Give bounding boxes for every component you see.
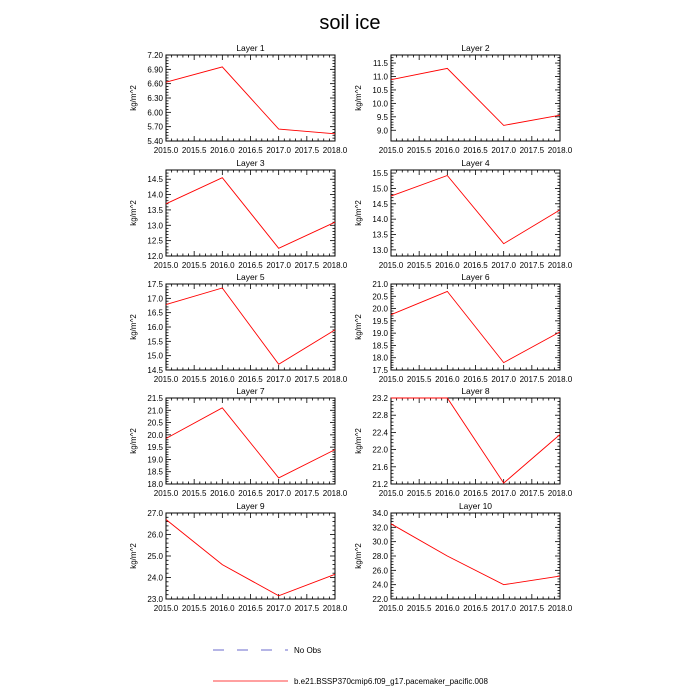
- x-tick-label: 2015.0: [153, 375, 179, 384]
- x-tick-label: 2017.5: [519, 375, 545, 384]
- x-tick-label: 2017.5: [519, 604, 545, 613]
- panel: [354, 272, 573, 384]
- x-tick-label: 2015.0: [153, 146, 179, 155]
- x-tick-label: 2017.0: [266, 489, 291, 498]
- y-tick-label: 14.5: [372, 199, 388, 209]
- x-tick-label: 2015.5: [181, 604, 207, 613]
- y-tick-label: 9.5: [376, 112, 388, 122]
- y-tick-label: 26.0: [147, 530, 163, 540]
- x-tick-label: 2015.0: [378, 146, 404, 155]
- panel-title: Layer 7: [236, 386, 265, 396]
- y-tick-label: 21.5: [147, 394, 163, 403]
- series-line: [391, 398, 560, 483]
- y-tick-label: 11.0: [373, 72, 388, 82]
- y-tick-label: 18.5: [147, 467, 163, 477]
- y-tick-label: 19.5: [372, 316, 388, 326]
- y-tick-label: 11.5: [373, 59, 388, 69]
- x-tick-label: 2015.0: [378, 261, 404, 270]
- y-tick-label: 22.8: [372, 411, 388, 421]
- y-tick-label: 16.0: [147, 323, 163, 332]
- figure-title: soil ice: [319, 12, 381, 34]
- y-tick-label: 14.5: [147, 175, 163, 185]
- x-tick-label: 2017.0: [491, 489, 516, 498]
- x-tick-label: 2017.5: [519, 261, 545, 270]
- y-tick-label: 5.70: [147, 122, 163, 132]
- y-tick-label: 6.30: [147, 94, 163, 103]
- x-tick-label: 2015.5: [406, 489, 432, 498]
- panel-title: Layer 4: [461, 158, 490, 168]
- x-tick-label: 2017.5: [294, 489, 320, 498]
- x-tick-label: 2017.0: [266, 604, 291, 613]
- y-tick-label: 5.40: [147, 137, 163, 146]
- x-tick-label: 2017.5: [294, 261, 320, 270]
- series-line: [391, 524, 560, 585]
- y-tick-label: 16.5: [147, 308, 163, 318]
- y-tick-label: 12.5: [147, 236, 163, 246]
- x-tick-label: 2016.5: [238, 146, 263, 155]
- x-tick-label: 2016.0: [210, 146, 235, 155]
- series-line: [166, 67, 335, 134]
- x-tick-label: 2018.0: [547, 146, 573, 155]
- y-tick-label: 24.0: [372, 580, 388, 590]
- panel-title: Layer 9: [236, 501, 265, 511]
- y-tick-label: 27.0: [147, 509, 163, 518]
- x-tick-label: 2016.0: [210, 261, 235, 270]
- x-tick-label: 2015.5: [181, 375, 207, 384]
- x-tick-label: 2017.0: [491, 261, 516, 270]
- y-tick-label: 19.0: [372, 329, 388, 339]
- x-tick-label: 2015.5: [406, 375, 432, 384]
- y-tick-label: 14.5: [147, 366, 163, 375]
- x-tick-label: 2015.5: [406, 604, 432, 613]
- y-axis-label: kg/m^2: [354, 543, 363, 569]
- x-tick-label: 2018.0: [322, 146, 348, 155]
- panel-title: Layer 8: [461, 386, 490, 396]
- y-axis-label: kg/m^2: [129, 543, 138, 569]
- y-tick-label: 14.0: [372, 215, 388, 225]
- x-tick-label: 2015.0: [378, 604, 404, 613]
- y-tick-label: 34.0: [372, 509, 388, 518]
- y-tick-label: 6.60: [147, 79, 163, 89]
- y-tick-label: 12.0: [147, 252, 163, 261]
- x-tick-label: 2017.0: [491, 146, 516, 155]
- panel: [354, 501, 573, 613]
- x-tick-label: 2015.0: [153, 489, 179, 498]
- y-tick-label: 23.2: [372, 394, 388, 403]
- y-tick-label: 18.0: [147, 480, 163, 489]
- x-tick-label: 2016.5: [463, 375, 488, 384]
- y-tick-label: 18.0: [372, 353, 388, 363]
- x-tick-label: 2016.5: [463, 261, 488, 270]
- panel-title: Layer 1: [236, 43, 265, 53]
- y-tick-label: 6.00: [147, 108, 163, 118]
- y-tick-label: 17.5: [372, 366, 388, 375]
- x-tick-label: 2015.5: [406, 261, 432, 270]
- x-tick-label: 2015.0: [153, 261, 179, 270]
- series-line: [166, 520, 335, 596]
- y-tick-label: 13.0: [147, 221, 163, 231]
- y-tick-label: 21.0: [147, 406, 163, 416]
- series-line: [391, 291, 560, 362]
- x-tick-label: 2018.0: [547, 375, 573, 384]
- y-tick-label: 30.0: [372, 537, 388, 547]
- x-tick-label: 2015.5: [181, 146, 207, 155]
- x-tick-label: 2017.5: [519, 489, 545, 498]
- y-tick-label: 13.5: [147, 205, 163, 215]
- x-tick-label: 2015.0: [153, 604, 179, 613]
- x-tick-label: 2017.0: [491, 604, 516, 613]
- y-tick-label: 18.5: [372, 341, 388, 351]
- x-tick-label: 2018.0: [547, 261, 573, 270]
- x-tick-label: 2018.0: [322, 261, 348, 270]
- y-tick-label: 28.0: [372, 552, 388, 561]
- y-tick-label: 19.5: [147, 443, 163, 453]
- x-tick-label: 2015.5: [181, 489, 207, 498]
- y-axis-label: kg/m^2: [354, 428, 363, 454]
- y-tick-label: 6.90: [147, 65, 163, 75]
- y-tick-label: 19.0: [147, 455, 163, 465]
- y-axis-label: kg/m^2: [129, 428, 138, 454]
- panel-title: Layer 10: [458, 501, 493, 511]
- y-tick-label: 9.0: [376, 126, 388, 136]
- y-tick-label: 14.0: [147, 190, 163, 200]
- panel-frame: [391, 55, 560, 141]
- series-line: [391, 68, 560, 125]
- x-tick-label: 2016.0: [435, 261, 460, 270]
- x-tick-label: 2016.5: [238, 489, 263, 498]
- panel: [354, 43, 573, 155]
- y-tick-label: 15.0: [147, 351, 163, 361]
- x-tick-label: 2016.0: [435, 489, 460, 498]
- y-tick-label: 7.20: [147, 51, 163, 60]
- x-tick-label: 2016.5: [238, 375, 263, 384]
- panel-frame: [391, 170, 560, 256]
- y-tick-label: 22.0: [372, 445, 388, 455]
- x-tick-label: 2016.5: [238, 604, 263, 613]
- y-axis-label: kg/m^2: [354, 200, 363, 226]
- x-tick-label: 2016.5: [238, 261, 263, 270]
- y-axis-label: kg/m^2: [129, 314, 138, 340]
- panel-frame: [166, 513, 335, 599]
- x-tick-label: 2015.5: [181, 261, 207, 270]
- x-tick-label: 2017.0: [266, 146, 291, 155]
- x-tick-label: 2017.5: [294, 604, 320, 613]
- x-tick-label: 2017.0: [266, 261, 291, 270]
- series-line: [166, 178, 335, 249]
- panel: [129, 272, 348, 384]
- y-tick-label: 26.0: [372, 566, 388, 576]
- x-tick-label: 2015.0: [378, 375, 404, 384]
- y-tick-label: 20.0: [372, 304, 388, 314]
- x-tick-label: 2017.5: [294, 146, 320, 155]
- y-tick-label: 13.0: [372, 245, 388, 255]
- y-tick-label: 20.5: [372, 292, 388, 302]
- legend-label-no-obs: No Obs: [294, 646, 322, 655]
- x-tick-label: 2016.0: [210, 489, 235, 498]
- panel-frame: [391, 513, 560, 599]
- series-line: [391, 176, 560, 244]
- y-tick-label: 20.5: [147, 418, 163, 428]
- y-tick-label: 21.0: [372, 280, 388, 289]
- panels-grid: [129, 43, 573, 613]
- y-tick-label: 21.2: [372, 480, 388, 489]
- panel: [354, 158, 573, 270]
- y-tick-label: 13.5: [372, 230, 388, 240]
- x-tick-label: 2016.0: [210, 604, 235, 613]
- panel-title: Layer 3: [236, 158, 265, 168]
- x-tick-label: 2015.0: [378, 489, 404, 498]
- y-tick-label: 10.0: [372, 99, 388, 109]
- y-axis-label: kg/m^2: [354, 314, 363, 340]
- y-axis-label: kg/m^2: [354, 85, 363, 111]
- x-tick-label: 2018.0: [547, 489, 573, 498]
- panel: [354, 386, 573, 498]
- x-tick-label: 2018.0: [322, 375, 348, 384]
- series-line: [166, 408, 335, 478]
- x-tick-label: 2017.0: [491, 375, 516, 384]
- panel-frame: [166, 398, 335, 484]
- y-tick-label: 25.0: [147, 552, 163, 561]
- y-tick-label: 32.0: [372, 523, 388, 533]
- panel: [129, 43, 348, 155]
- y-tick-label: 24.0: [147, 573, 163, 583]
- x-tick-label: 2016.5: [463, 489, 488, 498]
- y-tick-label: 23.0: [147, 595, 163, 604]
- panel: [129, 386, 348, 498]
- x-tick-label: 2017.0: [266, 375, 291, 384]
- y-tick-label: 10.5: [372, 85, 388, 95]
- y-tick-label: 22.0: [372, 595, 388, 604]
- x-tick-label: 2018.0: [322, 489, 348, 498]
- x-tick-label: 2017.5: [519, 146, 545, 155]
- y-tick-label: 15.5: [147, 337, 163, 347]
- y-tick-label: 17.5: [147, 280, 163, 289]
- panel: [129, 158, 348, 270]
- y-axis-label: kg/m^2: [129, 85, 138, 111]
- x-tick-label: 2018.0: [547, 604, 573, 613]
- x-tick-label: 2018.0: [322, 604, 348, 613]
- panel-title: Layer 2: [461, 43, 490, 53]
- legend-label-model: b.e21.BSSP370cmip6.f09_g17.pacemaker_pacific.008: [294, 677, 488, 686]
- x-tick-label: 2015.5: [406, 146, 432, 155]
- x-tick-label: 2016.5: [463, 604, 488, 613]
- panel: [129, 501, 348, 613]
- x-tick-label: 2016.0: [210, 375, 235, 384]
- x-tick-label: 2016.0: [435, 604, 460, 613]
- x-tick-label: 2016.5: [463, 146, 488, 155]
- y-tick-label: 17.0: [147, 294, 163, 304]
- y-axis-label: kg/m^2: [129, 200, 138, 226]
- x-tick-label: 2016.0: [435, 146, 460, 155]
- legend: [213, 646, 488, 686]
- panel-title: Layer 6: [461, 272, 490, 282]
- y-tick-label: 15.5: [372, 169, 388, 179]
- series-line: [166, 288, 335, 364]
- y-tick-label: 20.0: [147, 430, 163, 440]
- y-tick-label: 15.0: [372, 184, 388, 194]
- x-tick-label: 2017.5: [294, 375, 320, 384]
- panel-title: Layer 5: [236, 272, 265, 282]
- y-tick-label: 21.6: [372, 462, 388, 472]
- y-tick-label: 22.4: [372, 428, 388, 438]
- x-tick-label: 2016.0: [435, 375, 460, 384]
